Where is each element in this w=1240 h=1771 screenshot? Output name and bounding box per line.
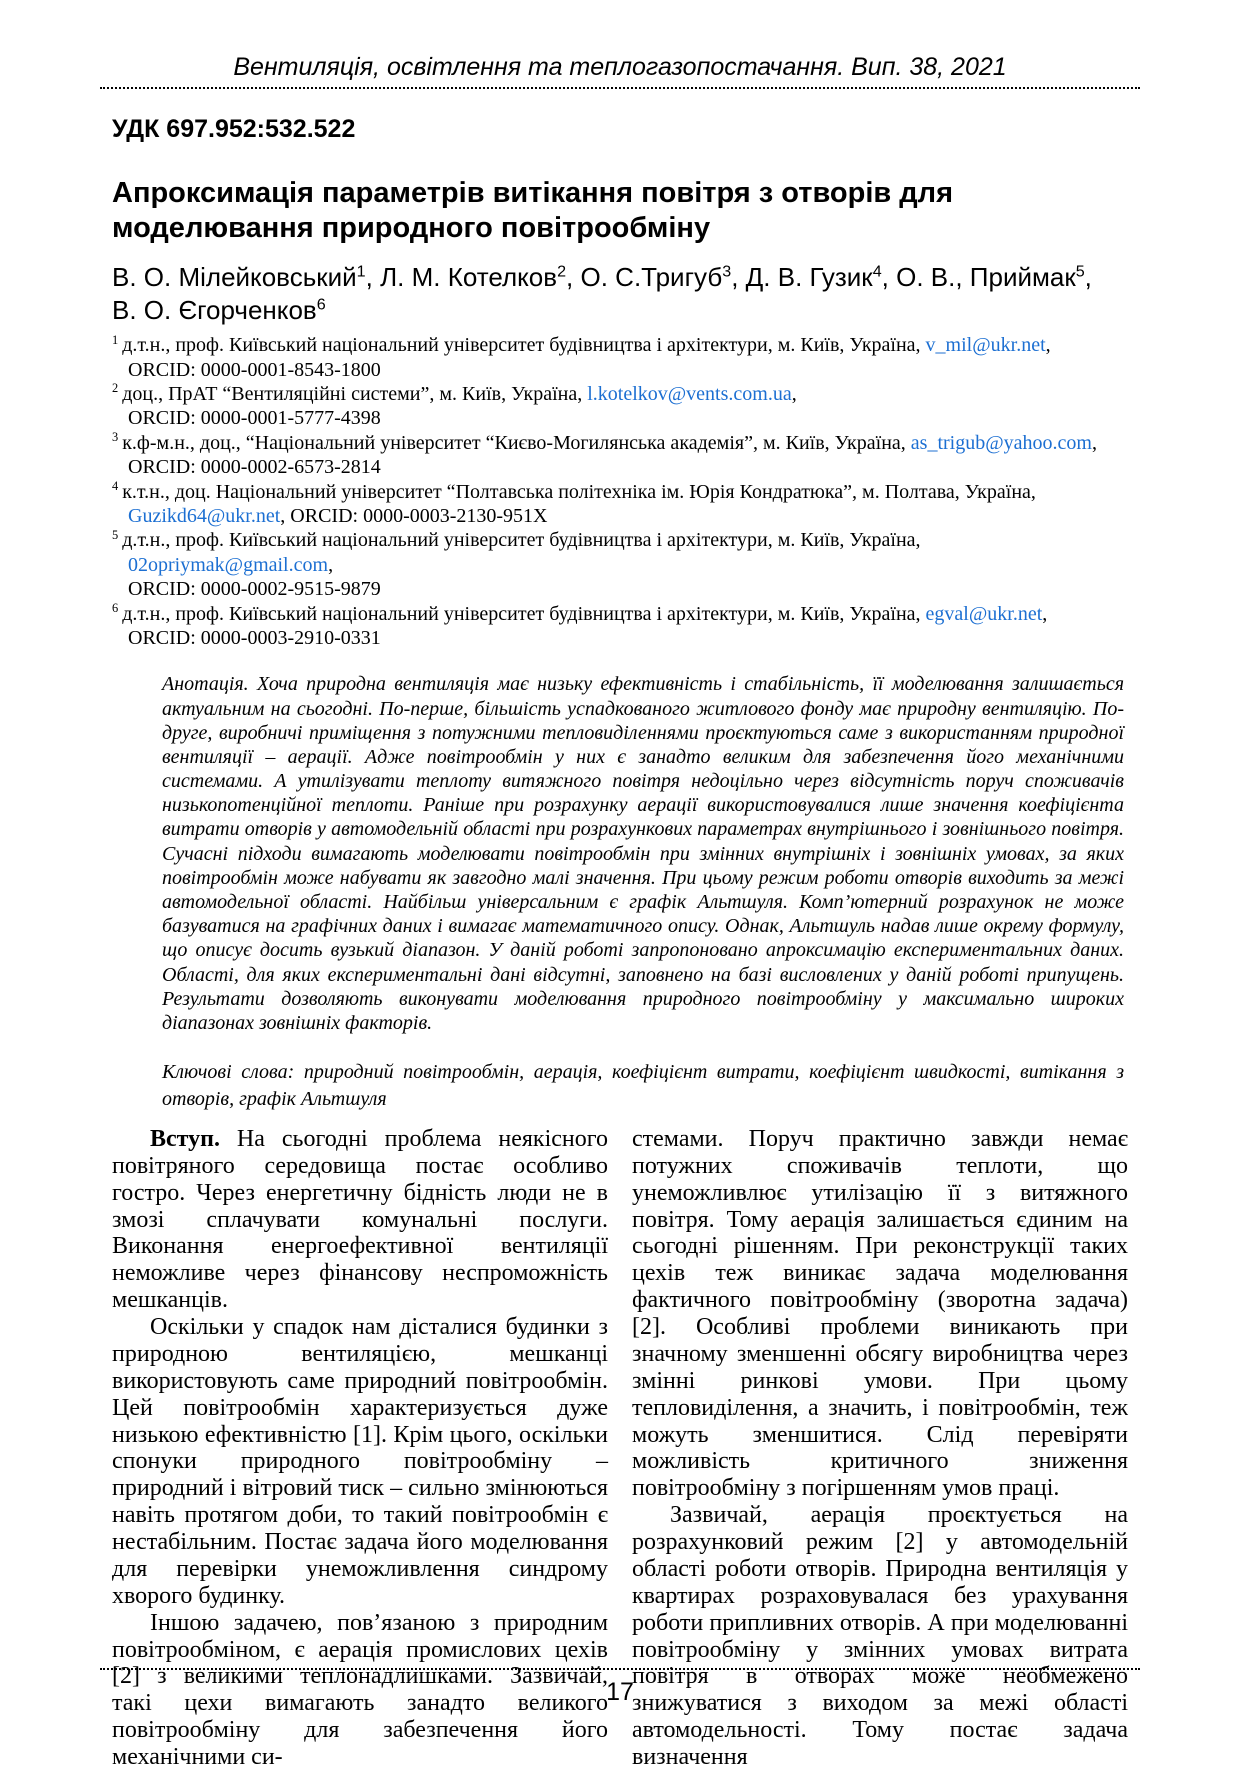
footnote-number: 1 xyxy=(112,332,119,347)
author-name: О. В., Приймак$^5$, xyxy=(896,261,1092,292)
orcid-line: ORCID: 0000-0002-6573-2814 xyxy=(128,456,381,479)
page-number: 17 xyxy=(606,1678,634,1706)
email-link[interactable]: egval@ukr.net xyxy=(925,602,1043,625)
footnote-text: д.т.н., проф. Київський національний університет будівництва і архітектури, м. Київ, Україна, xyxy=(122,529,921,552)
author-name: В. О. Мілейковський$^1$, xyxy=(112,261,381,292)
abstract-label: Анотація. xyxy=(162,673,249,696)
udc-code: УДК 697.952:532.522 xyxy=(112,115,356,143)
email-link[interactable]: l.kotelkov@vents.com.ua xyxy=(587,383,792,406)
orcid-line: ORCID: 0000-0003-2910-0331 xyxy=(128,626,381,649)
email-link[interactable]: v_mil@ukr.net xyxy=(925,334,1046,357)
footnote-text: доц., ПрАТ “Вентиляційні системи”, м. Київ, Україна, xyxy=(122,383,588,406)
authors-block xyxy=(112,261,1128,328)
author-affiliation-sup: 2 xyxy=(557,262,567,281)
footnote-number: 2 xyxy=(112,381,119,396)
footnote-number: 4 xyxy=(112,478,119,493)
author-affiliation-sup: 1 xyxy=(356,262,366,281)
paragraph-intro: Вступ. На сьогодні проблема неякісного повітряного середовища постає особливо гостро. Через енергетичну бідність люди не в змозі сплачувати комунальні послуги. Виконання енергоефективної вентиляції неможливе через фінансову неспроможність мешканців. xyxy=(112,1125,608,1314)
footnote-affiliation-1: $^1$ д.т.н., проф. Київський національний університет будівництва і архітектури, м. Київ, Україна, v_mil@ukr.net, ORCID: 0000-0001-8543-1800 xyxy=(112,332,1051,381)
footnote-text: к.т.н., доц. Національний університет “Полтавська політехніка ім. Юрія Кондратюка”, м. Полтава, Україна, xyxy=(122,480,1036,503)
keywords-label: Ключові слова: xyxy=(162,1061,295,1084)
footnote-affiliation-6: $^6$ д.т.н., проф. Київський національний університет будівництва і архітектури, м. Київ, Україна, egval@ukr.net, ORCID: 0000-0003-2910-0331 xyxy=(112,600,1048,649)
paragraph: Зазвичай, аерація проєктується на розрахунковий режим [2] у автомодельній області роботи отворів. Природна вентиляція у квартирах розраховувалася без урахування роботи припливних отворів. А при моделюванні повітрообміну у змінних умовах витрата повітря в отворах може необмежено знижуватися з виходом за межі області автомодельності. Тому постає задача визначення xyxy=(632,1502,1128,1771)
paragraph: Іншою задачею, пов’язаною з природним повітрообміном, є аерація промислових цехів [2] з великими теплонадлишками. Зазвичай, такі цехи вимагають занадто великого повітрообміну для забезпечення його механічними си- xyxy=(112,1609,608,1771)
page-title: Апроксимація параметрів витікання повітря з отворів для моделювання природного повітрообміну xyxy=(112,177,954,245)
abstract-text: Хоча природна вентиляція має низьку ефективність і стабільність, її моделювання залишається актуальним на сьогодні. По-перше, більшість успадкованого житлового фонду має природну вентиляцію. По-друге, виробничі приміщення з потужними тепловиділеннями проєктуються саме з використанням природної вентиляції – аерації. Адже повітрообмін у них є занадто великим для забезпечення його механічними системами. А утилізувати теплоту витяжного повітря недоцільно через відсутність поруч споживачів низькопотенційної теплоти. Раніше при розрахунку аерації використовувалися лише значення коефіцієнта витрати отворів у автомодельній області при розрахункових параметрах внутрішнього і зовнішнього повітря. Сучасні підходи вимагають моделювати повітрообмін при змінних внутрішніх і зовнішніх умовах, за яких повітрообмін може набувати як завгодно малі значення. При цьому режим роботи отворів виходить за межі автомодельної області. Найбільш універсальним є графік Альтшуля. Комп’ютерний розрахунок не може базуватися на графічних даних і вимагає математичного опису. Однак, Альтшуль надав лише окрему формулу, що описує досить вузький діапазон. У даній роботі запропоновано апроксимацію експериментальних даних. Області, для яких експериментальні дані відсутні, заповнено на базі висловлених у даній роботі припущень. Результати дозволяють виконувати моделювання природного повітрообміну у максимально широких діапазонах зовнішніх факторів. xyxy=(162,673,1124,1034)
page-footer xyxy=(100,1668,1140,1707)
footnote-number: 6 xyxy=(112,600,119,615)
footnote-number: 5 xyxy=(112,527,119,542)
footnote-affiliation-5: $^5$ д.т.н., проф. Київський національний університет будівництва і архітектури, м. Київ, Україна, 02opriymak@gmail.com, ORCID: 0000-0002-9515-9879 xyxy=(112,527,921,601)
journal-header: Вентиляція, освітлення та теплогазопостачання. Вип. 38, 2021 xyxy=(233,53,1007,81)
author-name: Д. В. Гузик$^4$, xyxy=(745,261,897,292)
author-affiliation-sup: 6 xyxy=(316,295,326,314)
author-name: Л. М. Котелков$^2$, xyxy=(380,261,581,292)
authors-line-1 xyxy=(112,261,1128,294)
author-name: В. О. Єгорченков$^6$ xyxy=(112,295,326,326)
orcid-line: ORCID: 0000-0001-8543-1800 xyxy=(128,358,381,381)
abstract xyxy=(162,672,1124,1035)
orcid-line: ORCID: 0000-0002-9515-9879 xyxy=(128,578,381,601)
section-lead-vstup: Вступ. xyxy=(150,1125,220,1152)
divider-dotted-top xyxy=(100,87,1140,89)
orcid-line: ORCID: 0000-0001-5777-4398 xyxy=(128,407,381,430)
author-affiliation-sup: 4 xyxy=(872,262,882,281)
email-link[interactable]: 02opriymak@gmail.com xyxy=(128,553,329,576)
footnote-text: к.ф-м.н., доц., “Національний університет “Києво-Могилянська академія”, м. Київ, Україна, xyxy=(122,431,911,454)
author-name: О. С.Тригуб$^3$, xyxy=(580,261,746,292)
paragraph: Оскільки у спадок нам дісталися будинки з природною вентиляцією, мешканці використовують саме природний повітрообмін. Цей повітрообмін характеризується дуже низькою ефективністю [1]. Крім цього, оскільки спонуки природного повітрообміну – природний і вітровий тиск – сильно змінюються навіть протягом доби, то такий повітрообмін є нестабільним. Постає задача його моделювання для перевірки унеможливлення синдрому хворого будинку. xyxy=(112,1314,608,1609)
email-link[interactable]: as_trigub@yahoo.com xyxy=(910,431,1092,454)
authors-line-2 xyxy=(112,294,1128,327)
footnote-affiliation-2: $^2$ доц., ПрАТ “Вентиляційні системи”, м. Київ, Україна, l.kotelkov@vents.com.ua, ORCID: 0000-0001-5777-4398 xyxy=(112,381,797,430)
footnote-affiliation-3: $^3$ к.ф-м.н., доц., “Національний університет “Києво-Могилянська академія”, м. Київ, Україна, as_trigub@yahoo.com, ORCID: 0000-0002-6573-2814 xyxy=(112,430,1097,479)
keywords-text: природний повітрообмін, аерація, коефіцієнт витрати, коефіцієнт швидкості, витікання з отворів, графік Альтшуля xyxy=(162,1061,1125,1110)
footnote-text: д.т.н., проф. Київський національний університет будівництва і архітектури, м. Київ, Україна, xyxy=(122,334,926,357)
author-affiliation-sup: 3 xyxy=(722,262,732,281)
footnote-affiliation-4: $^4$ к.т.н., доц. Національний університет “Полтавська політехніка ім. Юрія Кондратюка”, м. Полтава, Україна, Guzikd64@ukr.net, ORCID: 0000-0003-2130-951X xyxy=(112,478,1036,528)
author-affiliation-sup: 5 xyxy=(1075,262,1085,281)
keywords xyxy=(162,1059,1124,1112)
paragraph-continuation: стемами. Поруч практично завжди немає потужних споживачів теплоти, що унеможливлює утилізацію її з витяжного повітря. Тому аерація залишається єдиним на сьогодні рішенням. При реконструкції таких цехів теж виникає задача моделювання фактичного повітрообміну (зворотна задача) [2]. Особливі проблеми виникають при значному зменшенні обсягу виробництва через змінні ринкові умови. При цьому тепловиділення, а значить, і повітрообмін, теж можуть зменшитися. Слід перевіряти можливість критичного зниження повітрообміну з погіршенням умов праці. xyxy=(632,1125,1128,1502)
divider-dotted-bottom xyxy=(100,1668,1140,1670)
email-link[interactable]: Guzikd64@ukr.net xyxy=(128,505,281,528)
footnote-text: д.т.н., проф. Київський національний університет будівництва і архітектури, м. Київ, Україна, xyxy=(122,602,926,625)
affiliation-footnotes xyxy=(112,333,1128,650)
footnote-number: 3 xyxy=(112,430,119,445)
